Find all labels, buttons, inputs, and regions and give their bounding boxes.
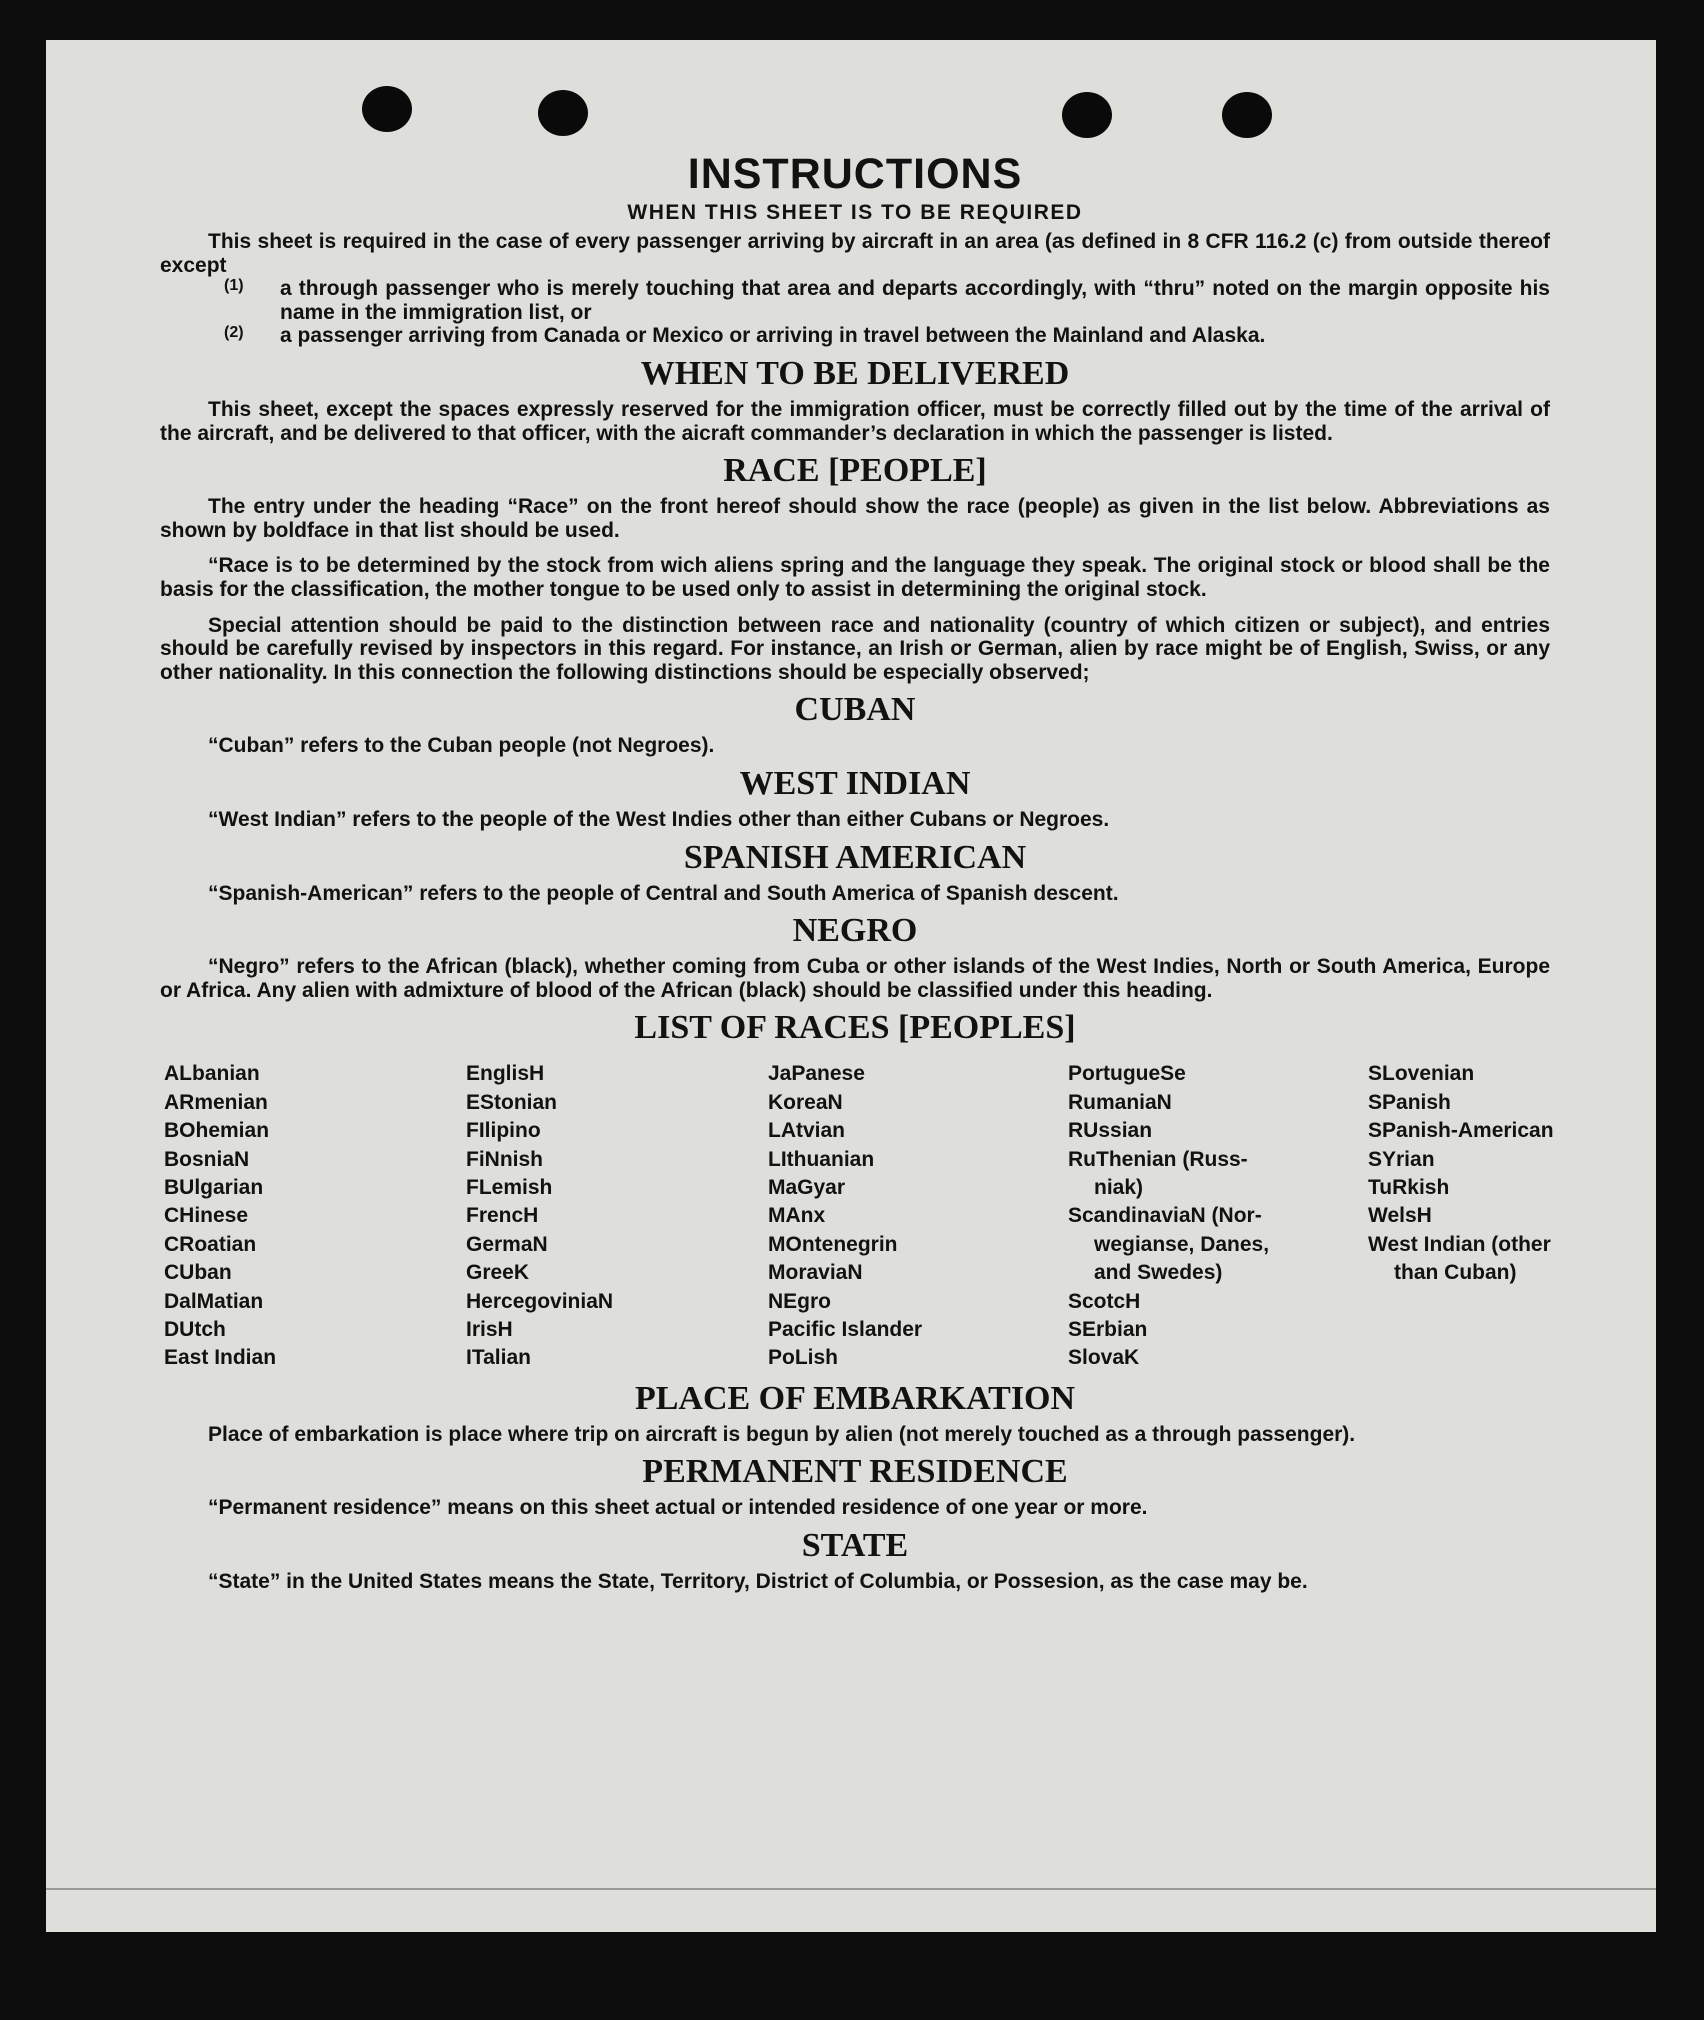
exception-item bbox=[224, 324, 1550, 348]
section-text: This sheet, except the spaces expressly reserved for the immigration officer, must be correctly filled out by the time of the arrival of the aircraft, and be delivered to that officer, with the aicraft commander’s declaration in which the passenger is listed. bbox=[160, 397, 1550, 445]
race-entry: Pacific Islander bbox=[768, 1317, 923, 1341]
race-entry: KoreaN bbox=[768, 1090, 843, 1114]
race-entry: FLemish bbox=[466, 1175, 553, 1199]
race-entry: MoraviaN bbox=[768, 1261, 863, 1285]
race-entry: SYrian bbox=[1368, 1147, 1435, 1171]
section-heading: SPANISH AMERICAN bbox=[683, 838, 1027, 876]
section-heading: WEST INDIAN bbox=[739, 764, 971, 802]
race-entry: MaGyar bbox=[768, 1175, 846, 1199]
section-text: “Permanent residence” means on this sheet actual or intended residence of one year or more. bbox=[208, 1496, 1148, 1520]
punch-hole bbox=[362, 86, 412, 132]
section-text: “Race is to be determined by the stock from wich aliens spring and the language they speak. The original stock or blood shall be the basis for the classification, the mother tongue to be used only to assist in determining the original stock. bbox=[160, 554, 1550, 601]
race-entry: FiNnish bbox=[466, 1147, 543, 1171]
race-entry: RUssian bbox=[1068, 1119, 1153, 1143]
punch-hole bbox=[1222, 92, 1272, 138]
race-entry: SPanish-American bbox=[1368, 1119, 1554, 1143]
section-heading: PLACE OF EMBARKATION bbox=[634, 1379, 1076, 1417]
document-sheet bbox=[46, 40, 1656, 1932]
intro-paragraph: This sheet is required in the case of every passenger arriving by aircraft in an area (as defined in 8 CFR 116.2 (c) from outside thereof except bbox=[160, 230, 1550, 277]
race-entry: WelsH bbox=[1368, 1204, 1432, 1228]
race-column bbox=[1368, 1060, 1668, 1372]
race-entry: RumaniaN bbox=[1068, 1090, 1172, 1114]
section-heading: RACE [PEOPLE] bbox=[723, 452, 987, 490]
race-entry: SPanish bbox=[1368, 1090, 1451, 1114]
race-entry: than Cuban) bbox=[1394, 1261, 1517, 1285]
race-entry: BOhemian bbox=[164, 1119, 270, 1143]
punch-hole bbox=[1062, 92, 1112, 138]
race-entry: CUban bbox=[164, 1261, 232, 1285]
race-entry: niak) bbox=[1094, 1175, 1144, 1199]
section-heading: NEGRO bbox=[792, 912, 918, 950]
race-entry: BosniaN bbox=[164, 1147, 250, 1171]
race-entry: GreeK bbox=[466, 1261, 530, 1285]
section-heading: WHEN TO BE DELIVERED bbox=[640, 354, 1070, 392]
section-text: “Negro” refers to the African (black), whether coming from Cuba or other islands of the West Indies, North or South America, Europe or Africa. Any alien with admixture of blood of the African (black) should be classified under this heading. bbox=[160, 955, 1550, 1002]
section-heading: CUBAN bbox=[794, 691, 916, 729]
race-entry: ScotcH bbox=[1068, 1289, 1141, 1313]
race-entry: West Indian (other bbox=[1368, 1232, 1551, 1256]
race-entry: JaPanese bbox=[768, 1062, 865, 1086]
section-text: “State” in the United States means the State, Territory, District of Columbia, or Possesion, as the case may be. bbox=[208, 1569, 1308, 1593]
divider bbox=[46, 1888, 1656, 1890]
exception-number: (2) bbox=[224, 324, 244, 342]
race-entry: ALbanian bbox=[164, 1062, 260, 1086]
page-subtitle: WHEN THIS SHEET IS TO BE REQUIRED bbox=[627, 201, 1083, 224]
race-column bbox=[164, 1060, 466, 1372]
race-entry: DalMatian bbox=[164, 1289, 264, 1313]
section-heading: LIST OF RACES [PEOPLES] bbox=[634, 1009, 1076, 1047]
race-text-a: The entry under the heading “Race” on the front hereof should show the race (people) as given in the list below. Abbreviations as shown by bbox=[160, 495, 1550, 542]
race-entry: BUlgarian bbox=[164, 1175, 264, 1199]
exception-item bbox=[224, 277, 1550, 324]
race-entry: TuRkish bbox=[1368, 1175, 1450, 1199]
race-text-b: in that list should be used. bbox=[349, 518, 620, 542]
race-list bbox=[164, 1060, 1554, 1372]
race-column bbox=[768, 1060, 1068, 1372]
race-entry: IrisH bbox=[466, 1317, 513, 1341]
race-entry: MAnx bbox=[768, 1204, 826, 1228]
section-heading: PERMANENT RESIDENCE bbox=[642, 1453, 1068, 1491]
exception-text: a passenger arriving from Canada or Mexico or arriving in travel between the Mainland and Alaska. bbox=[280, 324, 1266, 348]
section-text: Place of embarkation is place where trip on aircraft is begun by alien (not merely touched as a through passenger). bbox=[208, 1422, 1356, 1446]
race-entry: PortugueSe bbox=[1068, 1062, 1186, 1086]
page-title: INSTRUCTIONS bbox=[687, 150, 1023, 198]
race-column bbox=[466, 1060, 768, 1372]
section-text: “West Indian” refers to the people of the West Indies other than either Cubans or Negroes. bbox=[208, 807, 1110, 831]
race-entry: ITalian bbox=[466, 1346, 531, 1370]
race-entry: EnglisH bbox=[466, 1062, 545, 1086]
race-entry: DUtch bbox=[164, 1317, 226, 1341]
race-entry: and Swedes) bbox=[1094, 1261, 1223, 1285]
punch-hole bbox=[538, 90, 588, 136]
section-text: “Cuban” refers to the Cuban people (not Negroes). bbox=[208, 734, 715, 758]
section-heading: STATE bbox=[801, 1526, 909, 1564]
race-entry: FrencH bbox=[466, 1204, 539, 1228]
section-text: “Spanish-American” refers to the people of Central and South America of Spanish descent. bbox=[208, 881, 1119, 905]
exception-number: (1) bbox=[224, 277, 244, 295]
race-entry: HercegoviniaN bbox=[466, 1289, 614, 1313]
race-entry: LAtvian bbox=[768, 1119, 846, 1143]
race-entry: SlovaK bbox=[1068, 1346, 1140, 1370]
race-entry: LIthuanian bbox=[768, 1147, 875, 1171]
race-entry: wegianse, Danes, bbox=[1094, 1232, 1270, 1256]
section-text: Special attention should be paid to the distinction between race and nationality (country of which citizen or subject), and entries should be carefully revised by inspectors in this regard. For instance, an Irish or German, alien by race might be of English, Swiss, or any other nationality. In this connection the following distinctions should be especially observed; bbox=[160, 613, 1550, 684]
race-entry: SErbian bbox=[1068, 1317, 1148, 1341]
race-entry: ScandinaviaN (Nor- bbox=[1068, 1204, 1262, 1228]
race-entry: NEgro bbox=[768, 1289, 831, 1313]
race-entry: SLovenian bbox=[1368, 1062, 1475, 1086]
race-column bbox=[1068, 1060, 1368, 1372]
race-entry: EStonian bbox=[466, 1090, 558, 1114]
race-entry: FIlipino bbox=[466, 1119, 541, 1143]
race-entry: PoLish bbox=[768, 1346, 839, 1370]
race-entry: East Indian bbox=[164, 1346, 277, 1370]
race-entry: ARmenian bbox=[164, 1090, 268, 1114]
race-entry: RuThenian (Russ- bbox=[1068, 1147, 1248, 1171]
race-entry: CHinese bbox=[164, 1204, 249, 1228]
race-entry: GermaN bbox=[466, 1232, 548, 1256]
race-entry: CRoatian bbox=[164, 1232, 257, 1256]
race-entry: MOntenegrin bbox=[768, 1232, 898, 1256]
exception-text: a through passenger who is merely touching that area and departs accordingly, with “thru” noted on the margin opposite his name in the immigration list, or bbox=[280, 277, 1550, 324]
section-text bbox=[160, 495, 1550, 542]
race-text-bold: boldface bbox=[262, 518, 350, 542]
